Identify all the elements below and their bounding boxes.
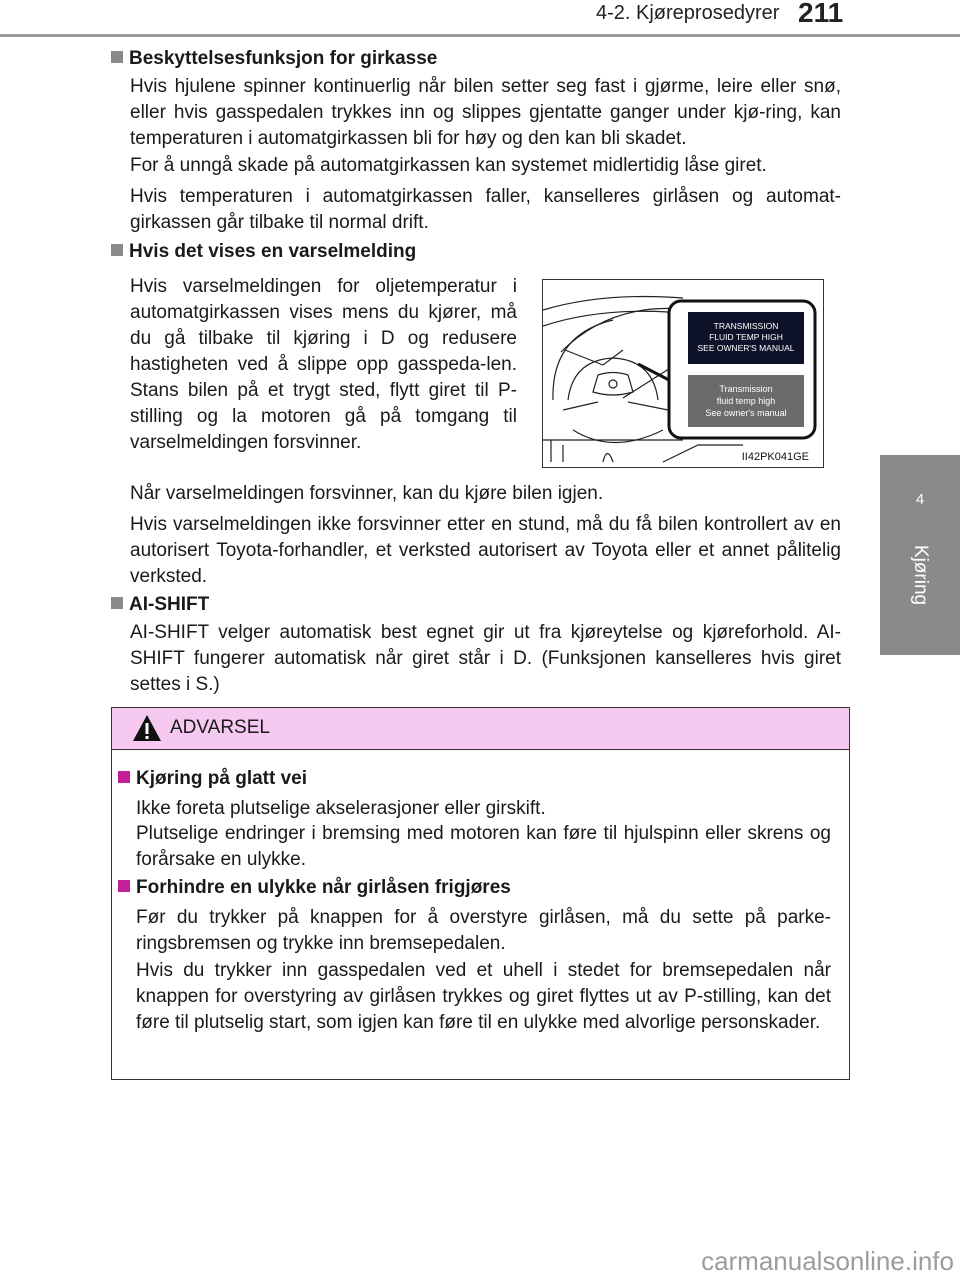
warning-paragraph: Før du trykker på knappen for å overstyre girlåsen, må du sette på parke-ringsbremsen og trykke inn bremsepedalen. [136, 907, 831, 954]
warning-item-heading [118, 768, 307, 790]
warning-item-heading [118, 877, 511, 899]
section-heading [111, 594, 209, 616]
warning-paragraph: Plutselige endringer i bremsing med motoren kan føre til hjulspinn eller skrens og forårsake en ulykke. [136, 823, 831, 870]
steering-wheel-illustration [543, 280, 823, 467]
section-heading [111, 48, 437, 70]
warning-message-display [688, 312, 804, 364]
header-rule [0, 34, 960, 37]
warning-title: ADVARSEL [170, 717, 270, 738]
warning-paragraph: Ikke foreta plutselige akselerasjoner eller girskift. [136, 798, 546, 819]
message-line: Transmission [719, 384, 773, 394]
warning-item-heading-text: Forhindre en ulykke når girlåsen frigjøres [136, 877, 511, 898]
paragraph: Hvis hjulene spinner kontinuerlig når bilen setter seg fast i gjørme, leire eller snø, eller hvis gasspedalen trykkes inn og slippes gjentatte ganger under kjø-ring, kan temperaturen i automatgirkassen bli for høy og den kan bli skadet. [130, 76, 841, 149]
message-line: See owner's manual [705, 408, 787, 418]
warning-box [111, 707, 850, 1080]
chapter-number: 4 [915, 491, 925, 508]
paragraph: Hvis varselmeldingen for oljetemperatur i automatgirkassen vises mens du kjører, må du gå tilbake til kjøring i D og redusere hastigheten ved å slippe opp gasspeda-len. Stans bilen på et trygt sted, flytt giret til P-stilling og la motoren gå på tomgang til varselmeldingen forsvinner. [130, 276, 517, 453]
section-title: 4-2. Kjøreprosedyrer [596, 2, 780, 24]
warning-message-display [688, 375, 804, 427]
section-heading-text: AI-SHIFT [129, 594, 210, 615]
warning-paragraph: Hvis du trykker inn gasspedalen ved et uhell i stedet for bremsepedalen når knappen for overstyring av girlåsen trykkes og giret flyttes ut av P-stilling, kan det føre til plutselig start, som igjen kan føre til en ulykke med alvorlige personskader. [136, 960, 831, 1033]
message-line: SEE OWNER'S MANUAL [697, 343, 795, 353]
warning-header [112, 708, 849, 750]
message-line: TRANSMISSION [713, 321, 779, 331]
section-heading-text: Beskyttelsesfunksjon for girkasse [129, 48, 438, 69]
bullet-square-icon [111, 244, 123, 256]
page-number: 211 [798, 0, 844, 28]
warning-item-heading-text: Kjøring på glatt vei [136, 768, 308, 789]
bullet-square-icon [118, 771, 130, 783]
section-heading [111, 241, 416, 263]
message-line: FLUID TEMP HIGH [709, 332, 783, 342]
paragraph: Når varselmeldingen forsvinner, kan du kjøre bilen igjen. [130, 483, 604, 504]
chapter-label: Kjøring [910, 544, 931, 606]
watermark: carmanualsonline.info [701, 1246, 954, 1276]
message-line: fluid temp high [716, 396, 776, 406]
chapter-side-tab [880, 455, 960, 655]
paragraph: For å unngå skade på automatgirkassen kan systemet midlertidig låse giret. [130, 155, 767, 176]
section-heading-text: Hvis det vises en varselmelding [129, 241, 417, 262]
bullet-square-icon [111, 597, 123, 609]
bullet-square-icon [111, 51, 123, 63]
paragraph: AI-SHIFT velger automatisk best egnet gir ut fra kjøreytelse og kjøreforhold. AI-SHIFT fungerer automatisk når giret står i D. (Funksjonen kanselleres hvis giret settes i S.) [130, 622, 841, 695]
paragraph: Hvis temperaturen i automatgirkassen faller, kanselleres girlåsen og automat-girkassen går tilbake til normal drift. [130, 186, 841, 233]
dashboard-warning-figure [542, 279, 824, 468]
bullet-square-icon [118, 880, 130, 892]
paragraph: Hvis varselmeldingen ikke forsvinner etter en stund, må du få bilen kontrollert av en autorisert Toyota-forhandler, et verksted autorisert av Toyota eller et annet pålitelig verksted. [130, 514, 841, 587]
warning-triangle-icon [132, 714, 162, 742]
figure-code: II42PK041GE [741, 451, 809, 463]
